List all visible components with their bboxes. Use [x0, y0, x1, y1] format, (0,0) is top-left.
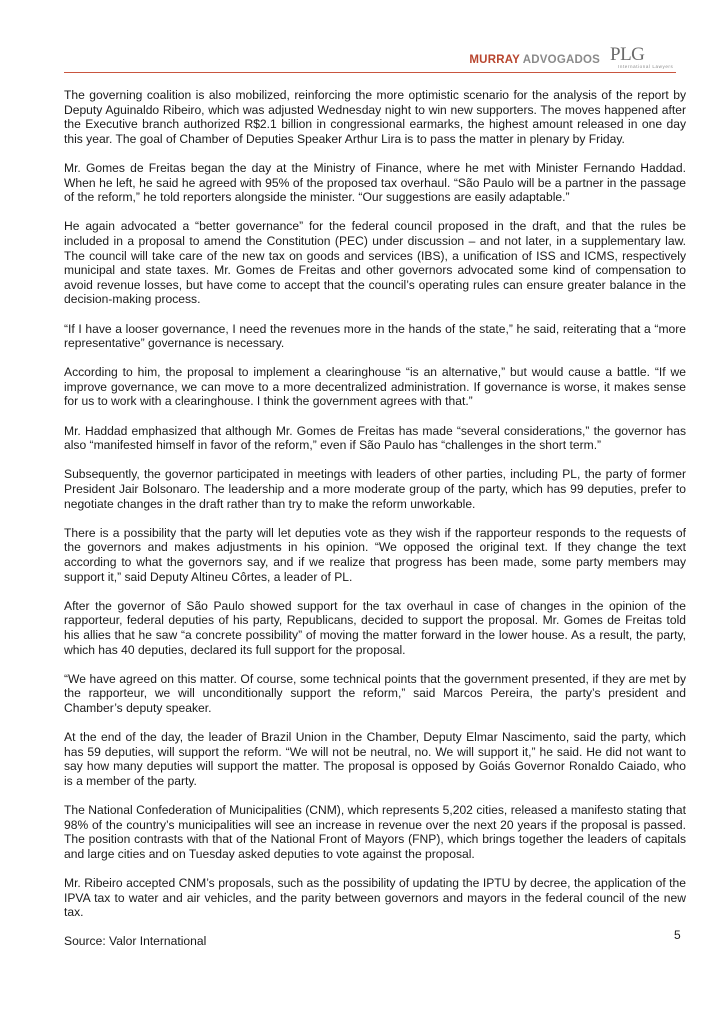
firm-name: [469, 54, 600, 66]
firm-name-primary: MURRAY: [469, 54, 520, 66]
source-line: Source: Valor International: [64, 934, 207, 949]
paragraph: Mr. Haddad emphasized that although Mr. Gomes de Freitas has made “several considerations,” the governor has also “manifested himself in favor of the reform,” even if São Paulo has “challenges in the short term.”: [64, 423, 686, 453]
plg-logo: [610, 45, 680, 71]
paragraph: “We have agreed on this matter. Of course, some technical points that the government presented, if they are met by the rapporteur, we will unconditionally support the reform,” said Marcos Pereira, the party’s president and Chamber’s deputy speaker.: [64, 671, 686, 715]
paragraph: Subsequently, the governor participated in meetings with leaders of other parties, including PL, the party of former President Jair Bolsonaro. The leadership and a more moderate group of the party, which has 99 deputies, prefer to negotiate changes in the draft rather than try to make the reform unworkable.: [64, 467, 686, 511]
page-header: [0, 0, 728, 80]
header-rule: [64, 72, 676, 73]
page-number: 5: [674, 928, 681, 942]
paragraph: At the end of the day, the leader of Brazil Union in the Chamber, Deputy Elmar Nascimento, said the party, which has 59 deputies, will support the reform. “We will not be neutral, no. We will support it,” he said. He did not want to say how many deputies will support the matter. The proposal is opposed by Goiás Governor Ronaldo Caiado, who is a member of the party.: [64, 730, 686, 788]
logo-mark: PLG: [610, 44, 645, 65]
paragraph: The National Confederation of Municipalities (CNM), which represents 5,202 cities, released a manifesto stating that 98% of the country’s municipalities will see an increase in revenue over the next 20 years if the proposal is passed. The position contrasts with that of the National Front of Mayors (FNP), which brings together the leaders of capitals and large cities and on Tuesday asked deputies to vote against the proposal.: [64, 803, 686, 861]
paragraph: There is a possibility that the party will let deputies vote as they wish if the rapporteur responds to the requests of the governors and makes adjustments in his opinion. “We opposed the original text. If they change the text according to what the governors say, and if we realize that progress has been made, some party members may support it,” said Deputy Altineu Côrtes, a leader of PL.: [64, 525, 686, 584]
paragraph: After the governor of São Paulo showed support for the tax overhaul in case of changes in the opinion of the rapporteur, federal deputies of his party, Republicans, decided to support the proposal. Mr. Gomes de Freitas told his allies that he saw “a concrete possibility” of moving the matter forward in the lower house. As a result, the party, which has 40 deputies, declared its full support for the proposal.: [64, 598, 686, 657]
paragraph: He again advocated a “better governance” for the federal council proposed in the draft, and that the rules be included in a proposal to amend the Constitution (PEC) under discussion – and not later, in a supplementary law. The council will take care of the new tax on goods and services (IBS), a unification of ISS and ICMS, respectively municipal and state taxes. Mr. Gomes de Freitas and other governors advocated some kind of compensation to avoid revenue losses, but have come to accept that the council’s operating rules can ensure greater balance in the decision-making process.: [64, 219, 686, 307]
paragraph: The governing coalition is also mobilized, reinforcing the more optimistic scenario for the analysis of the report by Deputy Aguinaldo Ribeiro, which was adjusted Wednesday night to win new supporters. The moves happened after the Executive branch authorized R$2.1 billion in congressional earmarks, the highest amount released in one day this year. The goal of Chamber of Deputies Speaker Arthur Lira is to pass the matter in plenary by Friday.: [64, 88, 686, 146]
paragraph: Mr. Gomes de Freitas began the day at the Ministry of Finance, where he met with Minister Fernando Haddad. When he left, he said he agreed with 95% of the proposed tax overhaul. “São Paulo will be a partner in the passage of the reform,” he told reporters alongside the minister. “Our suggestions are easily adaptable.”: [64, 160, 686, 205]
logo-tagline: International Lawyers: [618, 64, 674, 69]
firm-name-secondary: ADVOGADOS: [522, 54, 600, 66]
paragraph: Mr. Ribeiro accepted CNM’s proposals, such as the possibility of updating the IPTU by decree, the application of the IPVA tax to water and air vehicles, and the parity between governors and mayors in the federal council of the new tax.: [64, 876, 686, 920]
paragraph: “If I have a looser governance, I need the revenues more in the hands of the state,” he said, reiterating that a “more representative” governance is necessary.: [64, 321, 686, 351]
article-body: [64, 88, 686, 964]
paragraph: According to him, the proposal to implement a clearinghouse “is an alternative,” but would cause a battle. “If we improve governance, we can move to a more decentralized administration. If governance is worse, it makes sense for us to work with a clearinghouse. I think the government agrees with that.”: [64, 365, 686, 409]
